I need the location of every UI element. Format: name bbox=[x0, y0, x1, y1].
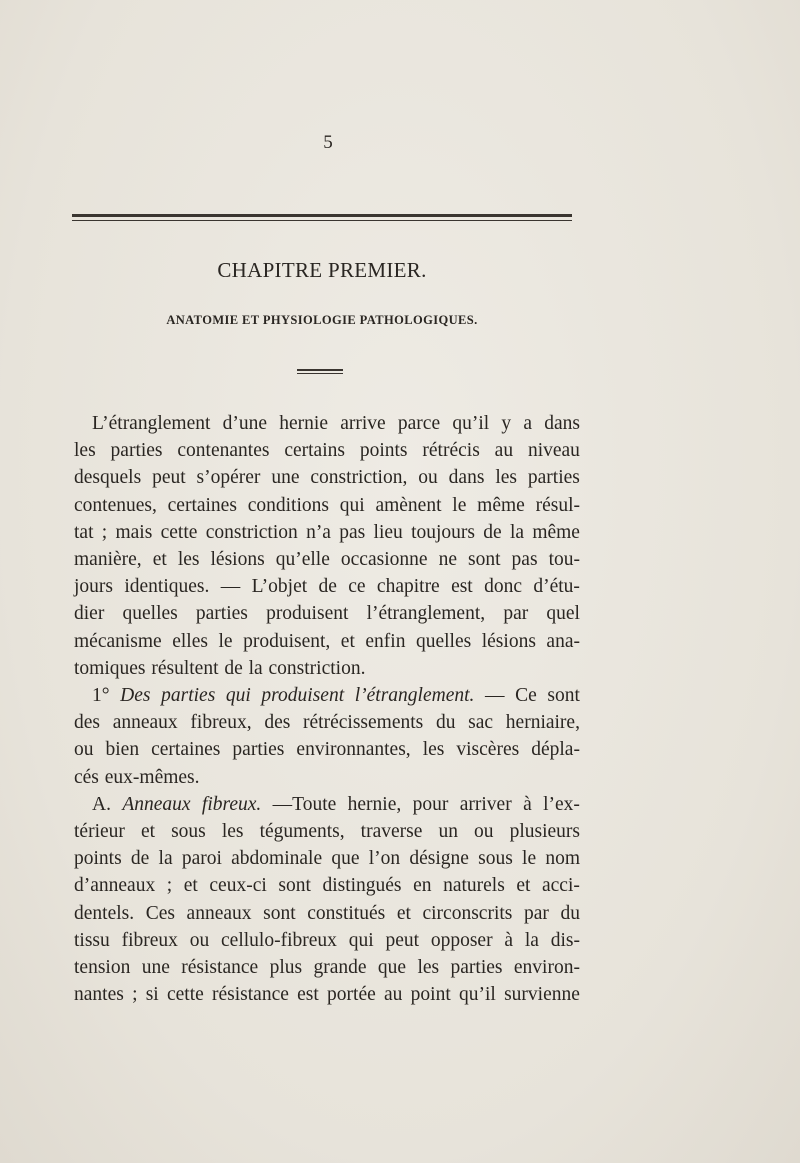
word: points bbox=[74, 848, 122, 870]
word: lieu bbox=[373, 521, 403, 543]
word: du bbox=[560, 902, 580, 924]
word: occasionne bbox=[340, 549, 428, 571]
word: hernie, bbox=[347, 793, 402, 815]
word: sous bbox=[478, 848, 513, 870]
word: A. bbox=[92, 793, 111, 815]
word: quel bbox=[546, 603, 580, 625]
word: ce bbox=[348, 576, 366, 598]
word: ne bbox=[438, 549, 457, 571]
text-line bbox=[74, 628, 580, 655]
word: dans bbox=[544, 413, 580, 434]
word: et bbox=[516, 875, 531, 897]
word: pas bbox=[511, 549, 538, 571]
word: ou bbox=[189, 929, 210, 951]
word: que bbox=[331, 848, 360, 870]
word: distingués bbox=[322, 875, 402, 897]
word: nantes bbox=[74, 984, 124, 1006]
word: cellulo-fibreux bbox=[221, 929, 337, 951]
word: la bbox=[248, 657, 263, 679]
word: Des bbox=[120, 685, 151, 707]
word: produisent, bbox=[243, 630, 331, 652]
word: jours bbox=[74, 576, 113, 598]
word: identiques. bbox=[124, 576, 210, 598]
word: qui bbox=[339, 494, 365, 516]
word: parties bbox=[527, 467, 580, 489]
word: Anneaux bbox=[122, 793, 191, 815]
word: même bbox=[477, 494, 525, 516]
word: térieur bbox=[74, 821, 125, 843]
word: les bbox=[417, 957, 440, 979]
word: points bbox=[359, 440, 408, 462]
word: une bbox=[271, 467, 300, 489]
word: résistance bbox=[212, 984, 289, 1006]
text-line bbox=[74, 519, 580, 546]
word: l’ex- bbox=[543, 793, 580, 815]
word: l’étranglement. bbox=[354, 685, 475, 707]
word: Ce bbox=[515, 685, 537, 707]
text-line bbox=[74, 791, 580, 818]
word: fibreux. bbox=[201, 793, 262, 815]
word: fibreux bbox=[121, 929, 178, 951]
word: contenues, bbox=[74, 494, 157, 516]
word: plus bbox=[269, 957, 303, 979]
word: produisent bbox=[261, 685, 345, 707]
word: de bbox=[130, 848, 150, 870]
word: certaines bbox=[151, 739, 221, 761]
word: parties bbox=[232, 739, 285, 761]
word: dentels. bbox=[74, 902, 135, 924]
text-line bbox=[74, 900, 580, 927]
word: niveau bbox=[527, 440, 580, 462]
word: certains bbox=[284, 440, 345, 462]
header-rule bbox=[72, 214, 572, 221]
page-number: 5 bbox=[323, 132, 333, 153]
word: et bbox=[152, 549, 167, 571]
word: fibreux, bbox=[190, 712, 252, 734]
word: L’étranglement bbox=[92, 413, 211, 434]
body-text bbox=[74, 410, 580, 1008]
word: à bbox=[504, 929, 514, 951]
word: la bbox=[158, 848, 173, 870]
word: sont bbox=[263, 902, 296, 924]
text-line bbox=[74, 682, 580, 709]
word: à bbox=[523, 793, 532, 815]
word: que bbox=[377, 957, 407, 979]
word: — bbox=[485, 685, 505, 707]
word: de bbox=[483, 521, 502, 543]
word: désigne bbox=[409, 848, 469, 870]
word: du bbox=[435, 712, 456, 734]
word: les bbox=[177, 549, 200, 571]
word: des bbox=[264, 712, 291, 734]
word: parties bbox=[195, 603, 248, 625]
word: ou bbox=[474, 821, 494, 843]
word: sous bbox=[171, 821, 206, 843]
word: portée bbox=[327, 984, 376, 1006]
word: s’opérer bbox=[196, 467, 261, 489]
word: sont bbox=[547, 685, 580, 707]
word: ou bbox=[418, 467, 438, 489]
word: anneaux bbox=[112, 712, 178, 734]
word: paroi bbox=[181, 848, 222, 870]
word: et bbox=[183, 875, 198, 897]
word: arriver bbox=[459, 793, 512, 815]
text-line bbox=[74, 872, 580, 899]
word: circonscrits bbox=[422, 902, 513, 924]
word: de bbox=[318, 576, 337, 598]
word: est bbox=[297, 984, 319, 1006]
word: hernie bbox=[279, 413, 328, 434]
word: les bbox=[74, 440, 96, 462]
word: lésions bbox=[481, 630, 536, 652]
word: produisent bbox=[266, 603, 349, 625]
word: a bbox=[523, 413, 533, 434]
word: tension bbox=[74, 957, 131, 979]
word: peut bbox=[152, 467, 186, 489]
text-line bbox=[74, 736, 580, 763]
word: est bbox=[451, 576, 473, 598]
text-line bbox=[74, 954, 580, 981]
word: conditions bbox=[247, 494, 329, 516]
word: plusieurs bbox=[509, 821, 580, 843]
word: peut bbox=[385, 929, 420, 951]
word: dis- bbox=[550, 929, 580, 951]
word: enfin bbox=[365, 630, 406, 652]
word: y bbox=[501, 413, 512, 434]
word: n’a bbox=[306, 521, 331, 543]
section-divider bbox=[297, 369, 343, 374]
word: naturels bbox=[443, 875, 505, 897]
word: manière, bbox=[74, 549, 142, 571]
word: le bbox=[522, 848, 537, 870]
word: quelles bbox=[415, 630, 472, 652]
word: la bbox=[524, 929, 539, 951]
word: tou- bbox=[548, 549, 580, 571]
word: constriction bbox=[205, 521, 298, 543]
text-line bbox=[74, 845, 580, 872]
word: cés bbox=[74, 766, 99, 788]
word: parties bbox=[161, 685, 216, 707]
text-line bbox=[74, 927, 580, 954]
word: le bbox=[452, 494, 467, 516]
chapter-subtitle: ANATOMIE ET PHYSIOLOGIE PATHOLOGIQUES. bbox=[166, 313, 478, 327]
word: rétrécis bbox=[422, 440, 480, 462]
word: d’anneaux bbox=[74, 875, 156, 897]
word: dépla- bbox=[531, 739, 580, 761]
word: viscères bbox=[456, 739, 520, 761]
word: opposer bbox=[430, 929, 493, 951]
word: constriction, bbox=[310, 467, 408, 489]
word: parce bbox=[397, 413, 441, 434]
word: traverse bbox=[360, 821, 423, 843]
word: les bbox=[221, 821, 244, 843]
word: parties bbox=[110, 440, 163, 462]
word: lésions bbox=[210, 549, 265, 571]
word: sont bbox=[468, 549, 501, 571]
text-line bbox=[74, 981, 580, 1008]
word: tissu bbox=[74, 929, 110, 951]
text-line bbox=[74, 437, 580, 464]
word: tomiques bbox=[74, 657, 146, 679]
word: en bbox=[413, 875, 432, 897]
text-line bbox=[74, 655, 580, 682]
word: le bbox=[218, 630, 233, 652]
word: contenantes bbox=[177, 440, 270, 462]
word: survienne bbox=[504, 984, 580, 1006]
word: ceux-ci bbox=[209, 875, 267, 897]
word: point bbox=[410, 984, 451, 1006]
chapter-title: CHAPITRE PREMIER. bbox=[217, 258, 427, 282]
word: acci- bbox=[542, 875, 580, 897]
word: qui bbox=[348, 929, 374, 951]
word: qu’il bbox=[452, 413, 490, 434]
word: toujours bbox=[411, 521, 475, 543]
word: résultent bbox=[151, 657, 219, 679]
text-line bbox=[74, 464, 580, 491]
text-line bbox=[74, 600, 580, 627]
word: environ- bbox=[513, 957, 580, 979]
word: résul- bbox=[535, 494, 580, 516]
word: au bbox=[494, 440, 514, 462]
word: certaines bbox=[167, 494, 237, 516]
word: d’une bbox=[222, 413, 268, 434]
word: sac bbox=[468, 712, 494, 734]
word: mais bbox=[115, 521, 153, 543]
word: de bbox=[224, 657, 243, 679]
word: grande bbox=[313, 957, 367, 979]
word: environnantes, bbox=[296, 739, 411, 761]
word: — bbox=[220, 576, 241, 598]
word: anneaux bbox=[186, 902, 252, 924]
word: —Toute bbox=[272, 793, 337, 815]
word: eux-mêmes. bbox=[104, 766, 200, 788]
word: par bbox=[523, 902, 549, 924]
word: arrive bbox=[340, 413, 386, 434]
word: d’étu- bbox=[533, 576, 580, 598]
word: 1° bbox=[92, 685, 110, 707]
text-line bbox=[74, 546, 580, 573]
word: abdominale bbox=[231, 848, 323, 870]
word: qu’elle bbox=[275, 549, 330, 571]
word: et bbox=[340, 630, 355, 652]
word: amènent bbox=[375, 494, 442, 516]
word: constitués bbox=[307, 902, 386, 924]
word: ; bbox=[132, 984, 138, 1006]
word: qu’il bbox=[458, 984, 496, 1006]
word: herniaire, bbox=[505, 712, 580, 734]
word: desquels bbox=[74, 467, 142, 489]
text-line bbox=[74, 764, 580, 791]
word: pour bbox=[412, 793, 449, 815]
word: l’étranglement, bbox=[366, 603, 486, 625]
word: ou bbox=[74, 739, 94, 761]
word: des bbox=[74, 712, 100, 734]
word: dier bbox=[74, 603, 105, 625]
text-line bbox=[74, 410, 580, 437]
word: cette bbox=[166, 984, 204, 1006]
word: ; bbox=[166, 875, 173, 897]
text-line bbox=[74, 818, 580, 845]
word: chapitre bbox=[376, 576, 440, 598]
word: ana- bbox=[546, 630, 580, 652]
word: dans bbox=[448, 467, 485, 489]
text-line bbox=[74, 709, 580, 736]
word: et bbox=[140, 821, 156, 843]
word: parties bbox=[450, 957, 503, 979]
word: téguments, bbox=[259, 821, 345, 843]
text-line bbox=[74, 492, 580, 519]
word: les bbox=[495, 467, 517, 489]
word: la bbox=[509, 521, 525, 543]
word: nom bbox=[545, 848, 580, 870]
word: qui bbox=[225, 685, 251, 707]
word: un bbox=[438, 821, 458, 843]
word: mécanisme bbox=[74, 630, 162, 652]
word: si bbox=[145, 984, 159, 1006]
word: résistance bbox=[181, 957, 259, 979]
word: par bbox=[503, 603, 529, 625]
word: pas bbox=[339, 521, 366, 543]
word: les bbox=[422, 739, 445, 761]
word: au bbox=[384, 984, 403, 1006]
word: quelles bbox=[122, 603, 178, 625]
word: l’on bbox=[368, 848, 401, 870]
word: constriction. bbox=[268, 657, 366, 679]
word: bien bbox=[105, 739, 140, 761]
word: et bbox=[396, 902, 411, 924]
word: elles bbox=[172, 630, 208, 652]
word: une bbox=[141, 957, 170, 979]
word: sont bbox=[278, 875, 311, 897]
word: rétrécissements bbox=[303, 712, 424, 734]
word: donc bbox=[484, 576, 522, 598]
word: ; bbox=[101, 521, 108, 543]
word: L’objet bbox=[251, 576, 308, 598]
text-line bbox=[74, 573, 580, 600]
word: cette bbox=[160, 521, 198, 543]
word: tat bbox=[74, 521, 94, 543]
word: même bbox=[532, 521, 580, 543]
word: Ces bbox=[145, 902, 175, 924]
